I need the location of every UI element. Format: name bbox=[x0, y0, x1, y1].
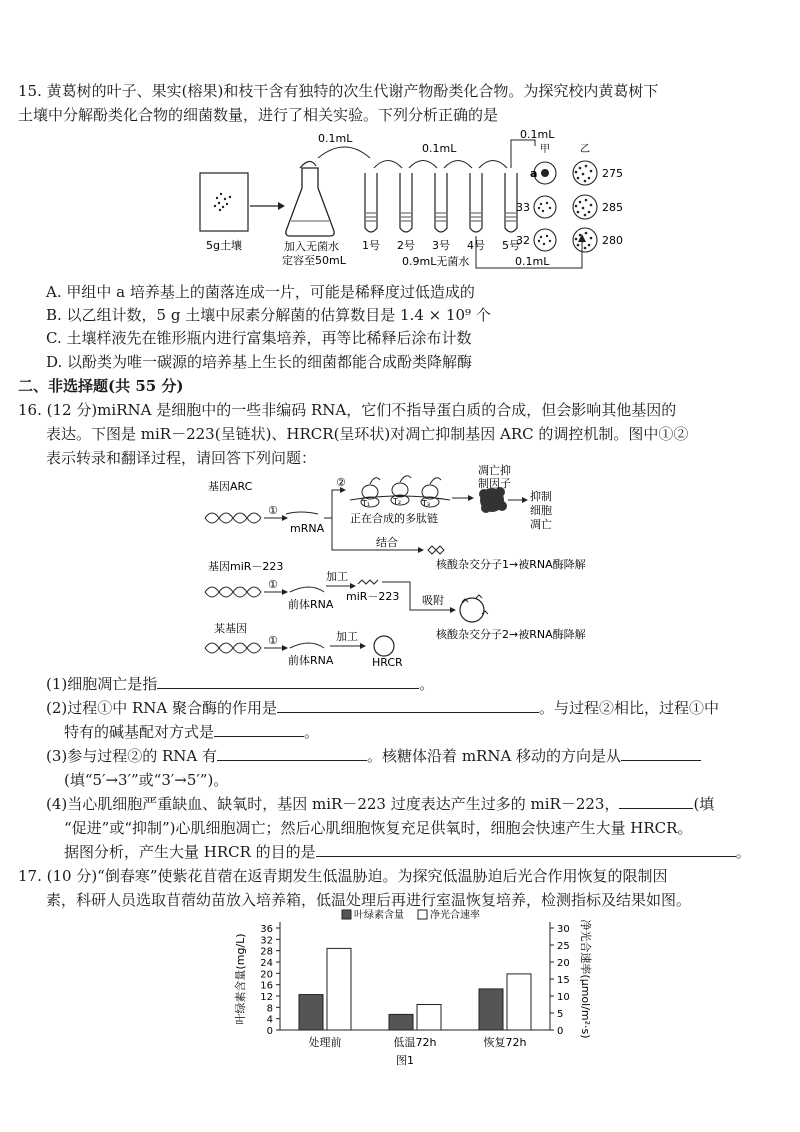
q16-part2-line1: (2)过程①中 RNA 聚合酶的作用是 。与过程②相比，过程①中 bbox=[46, 699, 720, 717]
q17-stem-line1: 17. (10 分)“倒春寒”使紫花苜蓿在返青期发生低温胁迫。为探究低温胁迫后光合作用恢复的限制因 bbox=[18, 867, 668, 885]
soil-dots bbox=[214, 193, 231, 211]
gene-x-label: 某基因 bbox=[214, 622, 247, 635]
q16-stem-line1: 16. (12 分)miRNA 是细胞中的一些非编码 RNA，它们不指导蛋白质的合成，但会影响其他基因的 bbox=[18, 401, 677, 419]
left-tick-label: 28 bbox=[260, 946, 273, 958]
left-axis-title: 叶绿素含量(mg/L) bbox=[234, 933, 247, 1025]
svg-text:①: ① bbox=[268, 578, 278, 591]
svg-text:T₂: T₂ bbox=[393, 497, 402, 506]
gene-arc-label: 基因ARC bbox=[208, 480, 253, 493]
hybrid2-label: 核酸杂交分子2→被RNA酶降解 bbox=[436, 628, 586, 641]
q15-stem-line2: 土壤中分解酚类化合物的细菌数量，进行了相关实验。下列分析正确的是 bbox=[18, 106, 499, 124]
answer-blank-2a[interactable] bbox=[277, 698, 539, 713]
vol-label-2: 0.1mL bbox=[422, 142, 457, 155]
yi-count-1: 275 bbox=[602, 167, 623, 180]
legend-swatch-chlorophyll bbox=[342, 910, 351, 919]
q17-bar-chart bbox=[230, 910, 590, 1132]
svg-text:加工: 加工 bbox=[326, 570, 348, 583]
bar-chlorophyll bbox=[479, 989, 503, 1030]
right-tick-label: 10 bbox=[557, 992, 570, 1003]
right-axis-title: 净光合速率(μmol/m²·s) bbox=[579, 919, 592, 1039]
flask-label1: 加入无菌水 bbox=[284, 240, 339, 253]
right-tick-label: 15 bbox=[557, 975, 570, 986]
group-jia-label: 甲 bbox=[540, 144, 550, 155]
q15-option-b[interactable]: B. 以乙组计数，5 g 土壤中尿素分解菌的估算数目是 1.4 × 10⁹ 个 bbox=[46, 306, 491, 324]
peptide-label: 正在合成的多肽链 bbox=[350, 512, 438, 525]
svg-text:②: ② bbox=[336, 476, 346, 489]
right-tick-label: 0 bbox=[557, 1026, 564, 1037]
q16-part2-line2: 特有的碱基配对方式是 。 bbox=[64, 723, 320, 741]
x-tick-label: 处理前 bbox=[308, 1036, 342, 1049]
legend-label-chlorophyll: 叶绿素含量 bbox=[354, 910, 404, 921]
pre-rna-label-1: 前体RNA bbox=[288, 598, 334, 611]
answer-blank-1[interactable] bbox=[157, 674, 419, 689]
svg-text:T₃: T₃ bbox=[422, 499, 431, 508]
svg-text:①: ① bbox=[268, 504, 278, 517]
left-tick-label: 36 bbox=[260, 924, 273, 935]
flask-label2: 定容至50mL bbox=[282, 254, 346, 267]
svg-text:加工: 加工 bbox=[336, 630, 358, 643]
legend-label-net-photosynthesis: 净光合速率 bbox=[430, 910, 480, 921]
hybrid1-label: 核酸杂交分子1→被RNA酶降解 bbox=[436, 558, 586, 571]
x-tick-label: 恢复72h bbox=[483, 1036, 527, 1049]
left-tick-label: 0 bbox=[266, 1026, 273, 1037]
hrcr-ring bbox=[374, 636, 394, 656]
vol-label-4: 0.1mL bbox=[515, 255, 550, 268]
section-heading: 二、非选择题(共 55 分) bbox=[18, 377, 184, 395]
svg-text:1号: 1号 bbox=[362, 239, 380, 252]
q16-part4-line2: “促进”或“抑制”)心肌细胞凋亡；然后心肌细胞恢复充足供氧时，细胞会快速产生大量 HRCR。 bbox=[64, 819, 693, 837]
bar-chlorophyll bbox=[299, 995, 323, 1030]
apoptosis-inhibitor-factor bbox=[479, 487, 507, 513]
svg-text:3号: 3号 bbox=[432, 239, 450, 252]
q15-option-c[interactable]: C. 土壤样液先在锥形瓶内进行富集培养，再等比稀释后涂布计数 bbox=[46, 329, 472, 347]
factor-label-2: 制因子 bbox=[478, 477, 511, 490]
pre-rna-label-2: 前体RNA bbox=[288, 654, 334, 667]
svg-text:结合: 结合 bbox=[376, 536, 398, 549]
soil-box bbox=[200, 173, 248, 231]
answer-blank-3a[interactable] bbox=[217, 746, 367, 761]
answer-blank-4b[interactable] bbox=[316, 842, 736, 857]
svg-text:抑制: 抑制 bbox=[530, 490, 552, 503]
right-tick-label: 30 bbox=[557, 924, 570, 935]
factor-label-1: 凋亡抑 bbox=[478, 464, 511, 477]
svg-text:细胞: 细胞 bbox=[530, 504, 552, 517]
answer-blank-3b[interactable] bbox=[621, 746, 701, 761]
left-tick-label: 16 bbox=[260, 980, 273, 992]
q16-mechanism-figure bbox=[200, 464, 640, 670]
jia-count-2: 33 bbox=[516, 201, 530, 214]
q17-stem-line2: 素，科研人员选取苜蓿幼苗放入培养箱，低温处理后再进行室温恢复培养，检测指标及结果如图。 bbox=[46, 891, 692, 909]
test-tubes bbox=[365, 173, 517, 232]
right-tick-label: 25 bbox=[557, 941, 570, 952]
q15-option-d[interactable]: D. 以酚类为唯一碳源的培养基上生长的细菌都能合成酚类降解酶 bbox=[46, 353, 473, 371]
bar-chlorophyll bbox=[389, 1014, 413, 1030]
svg-text:①: ① bbox=[268, 634, 278, 647]
q15-stem-line1: 15. 黄葛树的叶子、果实(榕果)和枝干含有独特的次生代谢产物酚类化合物。为探究校内黄葛树下 bbox=[18, 82, 659, 100]
mir223-label: miR－223 bbox=[346, 590, 400, 603]
q16-part4-line3: 据图分析，产生大量 HRCR 的目的是 。 bbox=[64, 843, 751, 861]
yi-count-3: 280 bbox=[602, 234, 623, 247]
tube-labels bbox=[362, 239, 520, 252]
plate-a-label: a bbox=[530, 167, 538, 180]
bar-net-photosynthesis bbox=[507, 974, 531, 1030]
x-tick-label: 低温72h bbox=[393, 1036, 437, 1049]
svg-text:2号: 2号 bbox=[397, 239, 415, 252]
left-tick-label: 4 bbox=[266, 1014, 273, 1026]
soil-label: 5g土壤 bbox=[206, 239, 242, 252]
yi-count-2: 285 bbox=[602, 201, 623, 214]
bar-net-photosynthesis bbox=[417, 1005, 441, 1031]
legend-swatch-net-photosynthesis bbox=[418, 910, 427, 919]
left-tick-label: 24 bbox=[260, 958, 273, 969]
jia-count-3: 32 bbox=[516, 234, 530, 247]
q15-dilution-figure bbox=[190, 128, 630, 276]
left-tick-label: 8 bbox=[266, 1003, 273, 1015]
vol-label-1: 0.1mL bbox=[318, 132, 353, 145]
answer-blank-2b[interactable] bbox=[214, 722, 304, 737]
bar-net-photosynthesis bbox=[327, 948, 351, 1030]
gene-mir-label: 基因miR－223 bbox=[208, 560, 284, 573]
right-tick-label: 20 bbox=[557, 958, 570, 969]
dna-helix-1 bbox=[205, 513, 261, 523]
hrcr-label: HRCR bbox=[372, 656, 403, 669]
q16-stem-line3: 表示转录和翻译过程，请回答下列问题： bbox=[46, 449, 317, 467]
q16-stem-line2: 表达。下图是 miR－223(呈链状)、HRCR(呈环状)对凋亡抑制基因 ARC 的调控机制。图中①② bbox=[46, 425, 689, 443]
group-yi-label: 乙 bbox=[580, 144, 590, 155]
figure-caption: 图1 bbox=[396, 1054, 414, 1067]
q16-part3-line1: (3)参与过程②的 RNA 有 。核糖体沿着 mRNA 移动的方向是从 bbox=[46, 746, 701, 766]
q16-part1: (1)细胞凋亡是指 。 bbox=[46, 675, 435, 693]
q15-option-a[interactable]: A. 甲组中 a 培养基上的菌落连成一片，可能是稀释度过低造成的 bbox=[46, 283, 475, 301]
vol-label-3: 0.1mL bbox=[520, 128, 555, 141]
svg-text:T₁: T₁ bbox=[362, 499, 371, 508]
svg-text:4号: 4号 bbox=[467, 239, 485, 252]
mrna-label: mRNA bbox=[290, 522, 325, 535]
svg-text:凋亡: 凋亡 bbox=[530, 518, 552, 531]
left-tick-label: 20 bbox=[260, 969, 273, 981]
water-label: 0.9mL无菌水 bbox=[402, 255, 470, 268]
svg-text:5号: 5号 bbox=[502, 239, 520, 252]
answer-blank-4a[interactable] bbox=[619, 794, 693, 809]
q16-part4-line1: (4)当心肌细胞严重缺血、缺氧时，基因 miR－223 过度表达产生过多的 miR－223， (填 bbox=[46, 795, 715, 813]
flask bbox=[286, 168, 334, 236]
right-tick-label: 5 bbox=[557, 1009, 564, 1020]
left-tick-label: 32 bbox=[260, 935, 273, 947]
q16-part3-line2: (填“5′→3′”或“3′→5′”)。 bbox=[64, 771, 229, 789]
svg-text:吸附: 吸附 bbox=[422, 594, 444, 607]
left-tick-label: 12 bbox=[260, 992, 273, 1003]
hrcr-bound-ring bbox=[460, 598, 484, 622]
